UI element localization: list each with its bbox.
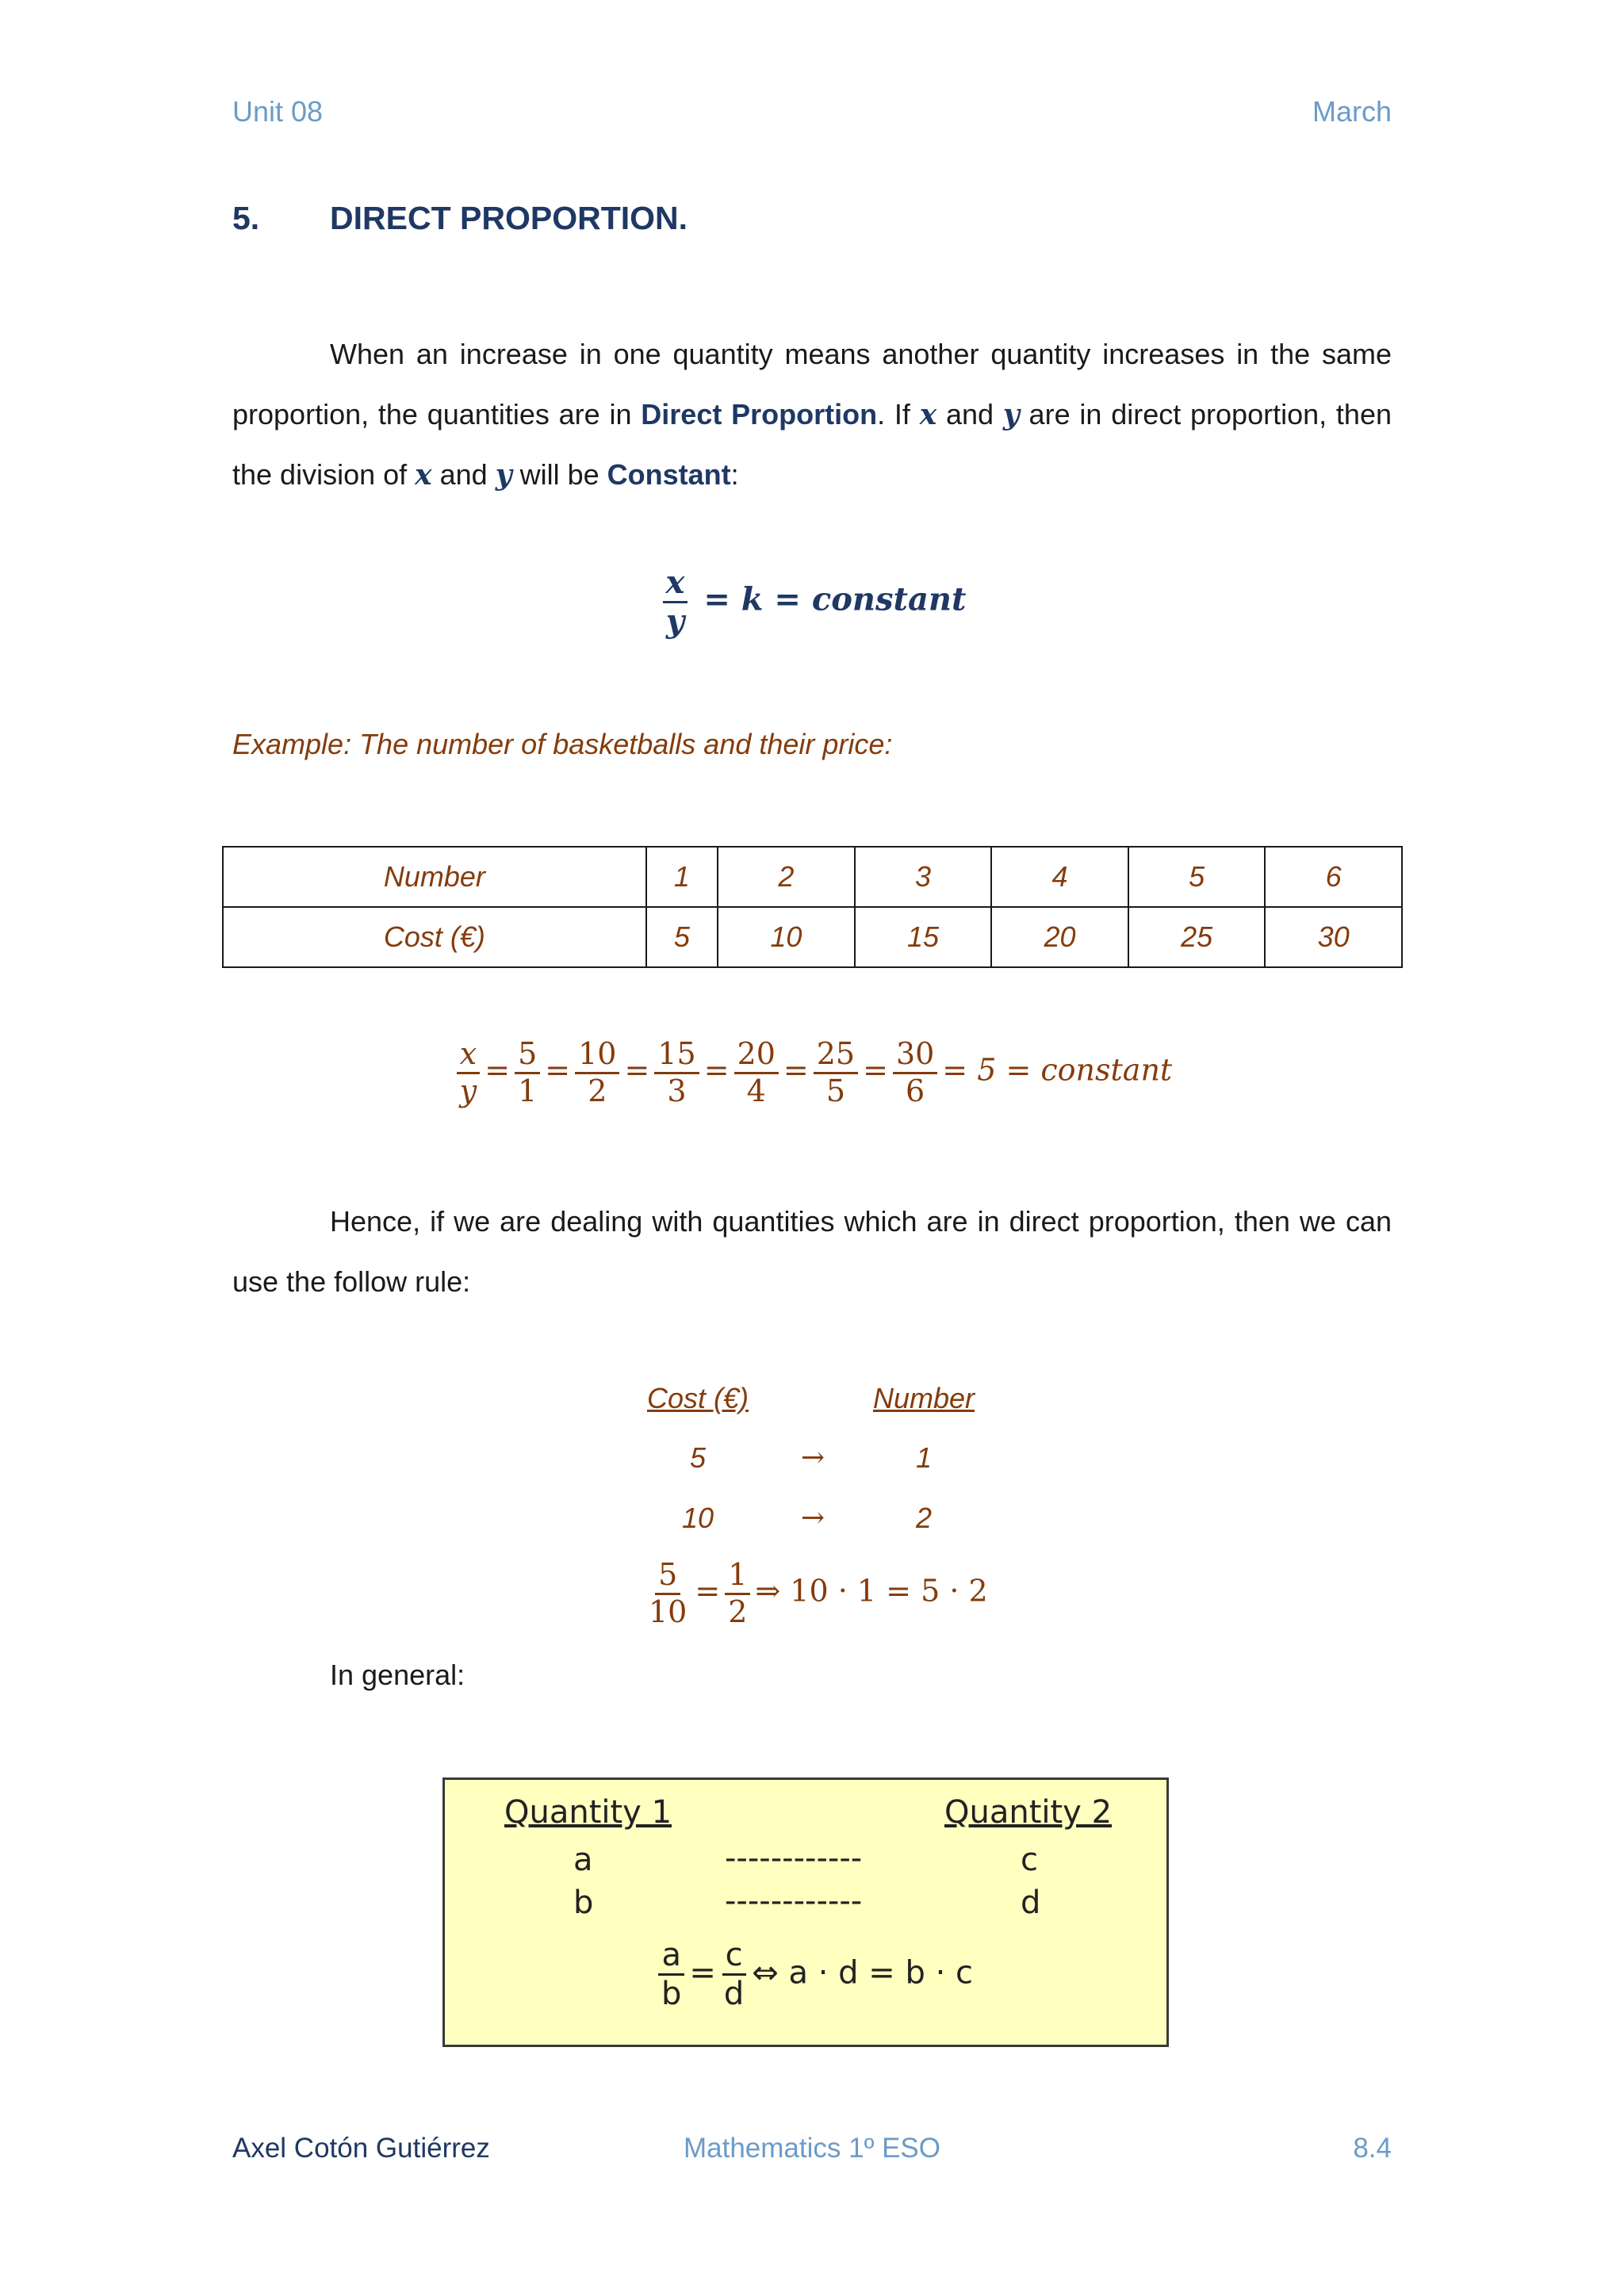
footer-page-number: 8.4 bbox=[1353, 2133, 1392, 2164]
rule-cell: 1 bbox=[915, 1441, 933, 1474]
table-cell: 20 bbox=[991, 907, 1128, 967]
constant-formula: $\frac{x}{y}$ = k = constant bbox=[0, 564, 1624, 640]
keyword-direct-proportion: Direct Proportion bbox=[641, 398, 878, 430]
quantity-1-label: Quantity 1 bbox=[504, 1794, 672, 1831]
table-cell: 1 bbox=[646, 847, 718, 907]
header-unit: Unit 08 bbox=[232, 95, 324, 128]
table-row bbox=[223, 847, 1402, 907]
basketball-table bbox=[222, 846, 1403, 968]
arrow-icon: → bbox=[800, 1502, 825, 1534]
table-cell: 5 bbox=[1128, 847, 1266, 907]
table-cell: 10 bbox=[718, 907, 855, 967]
box-equation: $\frac{a}{b}$ = $\frac{c}{d}$ ⇔ a · d = b · c bbox=[653, 1937, 973, 2012]
table-cell: 15 bbox=[855, 907, 992, 967]
quantity-2-label: Quantity 2 bbox=[944, 1794, 1113, 1831]
table-row bbox=[223, 907, 1402, 967]
footer-author: Axel Cotón Gutiérrez bbox=[232, 2133, 490, 2164]
box-var-d: d bbox=[1021, 1885, 1041, 1921]
header-month: March bbox=[1312, 95, 1392, 128]
table-cell: 30 bbox=[1265, 907, 1402, 967]
general-rule-box bbox=[442, 1777, 1169, 2047]
box-var-a: a bbox=[573, 1842, 593, 1878]
section-title: DIRECT PROPORTION. bbox=[330, 200, 688, 236]
section-number: 5. bbox=[232, 200, 260, 236]
box-var-b: b bbox=[573, 1885, 594, 1921]
table-cell: 2 bbox=[718, 847, 855, 907]
table-cell: 25 bbox=[1128, 907, 1266, 967]
intro-paragraph: When an increase in one quantity means another quantity increases in the same proportion, the quantities are in Direct Proportion. If x and y are in direct proportion, then the division of x and y will be Constant: bbox=[232, 338, 1392, 492]
rule-equation: $\frac{5}{10}$ = $\frac{1}{2}$ ⇒ 10 · 1 = 5 · 2 bbox=[649, 1557, 988, 1629]
table-cell: Number bbox=[223, 847, 646, 907]
rule-cell: 5 bbox=[689, 1441, 707, 1474]
box-dashes: ------------ bbox=[725, 1840, 863, 1877]
example-caption: Example: The number of basketballs and their price: bbox=[232, 728, 893, 760]
table-cell: 5 bbox=[646, 907, 718, 967]
ratio-chain: $\frac{x}{y}$ = $\frac{5}{1}$ = $\frac{10}{2}$ = $\frac{15}{3}$ = $\frac{20}{4}$ = $\frac{25}{5}$ = $\frac{30}{6}$ = 5 = constant bbox=[0, 1037, 1624, 1108]
rule-cell: 2 bbox=[915, 1502, 933, 1534]
in-general-label: In general: bbox=[330, 1659, 465, 1691]
box-dashes: ------------ bbox=[725, 1883, 863, 1919]
arrow-icon: → bbox=[800, 1441, 825, 1474]
rule-header-number: Number bbox=[872, 1382, 975, 1414]
table-cell: 4 bbox=[991, 847, 1128, 907]
footer-course: Mathematics 1º ESO bbox=[683, 2133, 940, 2164]
table-cell: 6 bbox=[1265, 847, 1402, 907]
table-cell: 3 bbox=[855, 847, 992, 907]
box-var-c: c bbox=[1021, 1842, 1038, 1878]
hence-paragraph: Hence, if we are dealing with quantities which are in direct proportion, then we can use the follow rule: bbox=[232, 1205, 1392, 1298]
table-cell: Cost (€) bbox=[223, 907, 646, 967]
keyword-constant: Constant bbox=[607, 458, 731, 491]
rule-header-cost: Cost (€) bbox=[646, 1382, 749, 1414]
rule-cell: 10 bbox=[681, 1502, 714, 1534]
